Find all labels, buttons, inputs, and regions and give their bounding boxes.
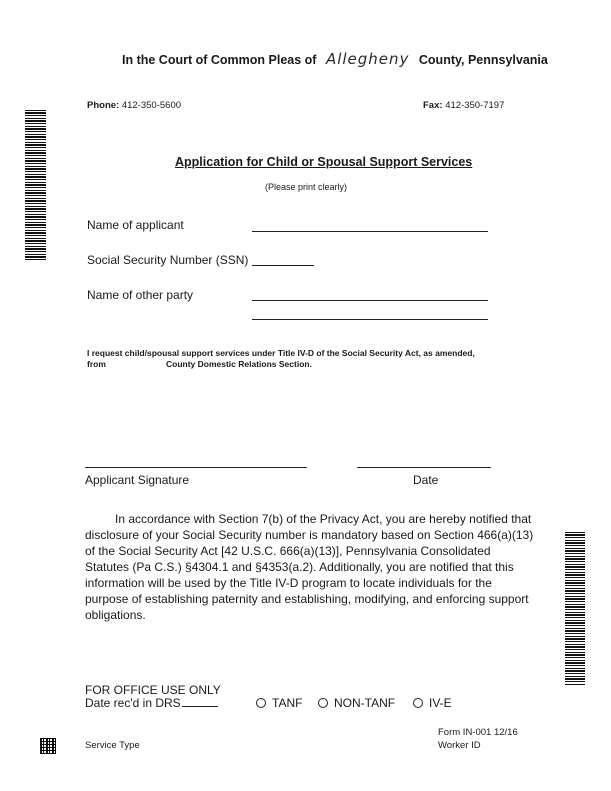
service-type-label: Service Type [85,740,140,751]
applicant-name-label: Name of applicant [87,218,184,232]
right-barcode [565,532,585,686]
ssn-line[interactable] [252,265,314,266]
tanf-radio-icon[interactable] [256,698,266,708]
request-from: from [87,359,106,369]
left-barcode [25,110,46,262]
signature-line[interactable] [85,467,307,468]
option-iv-e[interactable]: IV-E [413,696,452,710]
privacy-notice: In accordance with Section 7(b) of the Privacy Act, you are hereby notified that disclosure of your Social Security number is mandatory based on Section 466(a)(13) of the Social Security Act [42 U.S.C. 666(a)(13)], Pennsylvania Consolidated Statutes (Pa C.S.) §4304.1 and §4353(a.2). Additionally, you are notified that this information will be used by the Title IV-D program to locate individuals for the purpose of establishing paternity and establishing, modifying, and enforcing support obligations. [85,512,534,622]
court-prefix: In the Court of Common Pleas of [122,53,317,67]
court-header [122,50,548,68]
date-label: Date [413,473,439,487]
request-line: I request child/spousal support services under Title IV-D of the Social Security Act, as amended, [87,348,475,358]
form-subtitle: (Please print clearly) [265,182,348,192]
option-tanf[interactable]: TANF [256,696,302,710]
non-tanf-radio-icon[interactable] [318,698,328,708]
form-id: Form IN-001 12/16 [438,727,518,738]
ssn-label: Social Security Number (SSN) [87,253,249,267]
office-use-heading: FOR OFFICE USE ONLY [85,683,221,697]
form-title: Application for Child or Spousal Support Services [175,155,473,169]
request-county: County Domestic Relations Section. [166,359,312,369]
date-line[interactable] [357,467,491,468]
court-suffix: County, Pennsylvania [418,53,548,67]
option-non-tanf[interactable]: NON-TANF [318,696,395,710]
county-handwritten: Allegheny [325,50,410,68]
applicant-name-line[interactable] [252,231,488,232]
signature-label: Applicant Signature [85,473,190,487]
worker-id-label: Worker ID [438,740,481,751]
date-recd-line[interactable] [182,706,218,707]
phone-number: 412-350-5600 [121,100,182,111]
iv-e-radio-icon[interactable] [413,698,423,708]
other-party-line-2[interactable] [252,319,488,320]
other-party-label: Name of other party [87,288,194,302]
phone: Phone: 412-350-5600 [87,100,182,111]
date-recd-label: Date rec'd in DRS [85,696,181,710]
qr-code [40,738,56,754]
other-party-line-1[interactable] [252,300,488,301]
fax: Fax: 412-350-7197 [423,100,505,111]
fax-number: 412-350-7197 [445,100,505,111]
